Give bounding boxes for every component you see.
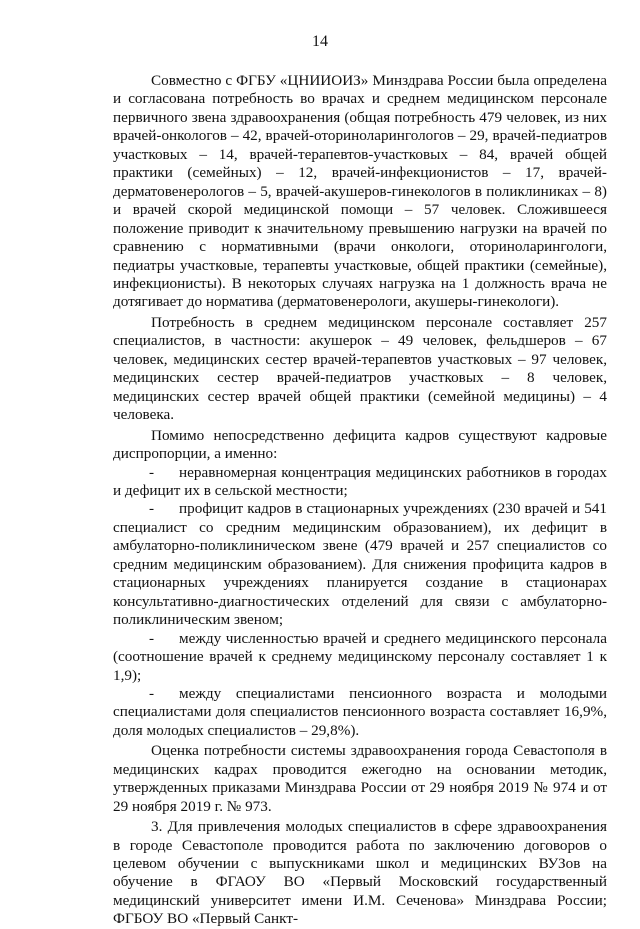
list-item-text: неравномерная концентрация медицинских работников в городах и дефицит их в сельской местности; [113,463,607,499]
list-dash: - [149,500,155,518]
list-item [113,500,607,629]
list-dash: - [149,463,155,481]
paragraph-imbalances-intro: Помимо непосредственно дефицита кадров существуют кадровые диспропорции, а именно: [113,426,607,463]
paragraph-staffing-needs: Совместно с ФГБУ «ЦНИИОИЗ» Минздрава России была определена и согласована потребность во врачах и среднем медицинском персонале первичного звена здравоохранения (общая потребность 479 человек, из них врачей-онкологов – 42, врачей-оториноларингологов – 29, врачей-педиатров участковых – 14, врачей-терапевтов-участковых – 84, врачей общей практики (семейных) – 12, врачей-инфекционистов – 17, врачей-дерматовенерологов – 5, врачей-акушеров-гинекологов в поликлиниках – 8) и врачей скорой медицинской помощи – 57 человек. Сложившееся положение приводит к значительному превышению нагрузки на врачей по сравнению с нормативными (врачи онкологи, оториноларингологи, педиатры участковые, терапевты участковые, общей практики (семейные), инфекционисты). В некоторых случаях нагрузка на 1 должность врача не дотягивает до норматива (дерматовенерологи, акушеры-гинекологи). [113,72,607,311]
paragraph-nursing-needs: Потребность в среднем медицинском персонале составляет 257 специалистов, в частности: акушерок – 49 человек, фельдшеров – 67 человек, медицинских сестер врачей-терапевтов участковых – 97 человек, медицинских сестер врачей-педиатров участковых – 8 человек, медицинских сестер врачей общей практики (семейной медицины) – 4 человека. [113,313,607,424]
list-item-text: между специалистами пенсионного возраста и молодыми специалистами доля специалистов пенсионного возраста составляет 16,9%, доля молодых специалистов – 29,8%). [113,684,607,739]
document-body [113,72,607,929]
list-item [113,685,607,740]
list-item-text: между численностью врачей и среднего медицинского персонала (соотношение врачей к среднему медицинскому персоналу составляет 1 к 1,9); [113,629,607,684]
list-dash: - [149,629,155,647]
list-dash: - [149,684,155,702]
paragraph-targeted-training: 3. Для привлечения молодых специалистов в сфере здравоохранения в городе Севастополе проводится работа по заключению договоров о целевом обучении с выпускниками школ и медицинских ВУЗов на обучение в ФГАОУ ВО «Первый Московский государственный медицинский университет имени И.М. Сеченова» Минздрава России; ФГБОУ ВО «Первый Санкт- [113,818,607,928]
list-item-text: профицит кадров в стационарных учреждениях (230 врачей и 541 специалист со средним медицинским образованием), их дефицит в амбулаторно-поликлиническом звене (479 врачей и 257 специалистов со средним медицинским образованием). Для снижения профицита кадров в стационарных учреждениях планируется создание в стационарах консультативно-диагностических отделений для связи с амбулаторно-поликлиническим звеном; [113,500,607,629]
list-item [113,464,607,501]
paragraph-assessment: Оценка потребности системы здравоохранения города Севастополя в медицинских кадрах проводится ежегодно на основании методик, утвержденных приказами Минздрава России от 29 ноября 2019 № 974 и от 29 ноября 2019 г. № 973. [113,742,607,815]
page-number: 14 [312,33,328,50]
list-item [113,630,607,685]
